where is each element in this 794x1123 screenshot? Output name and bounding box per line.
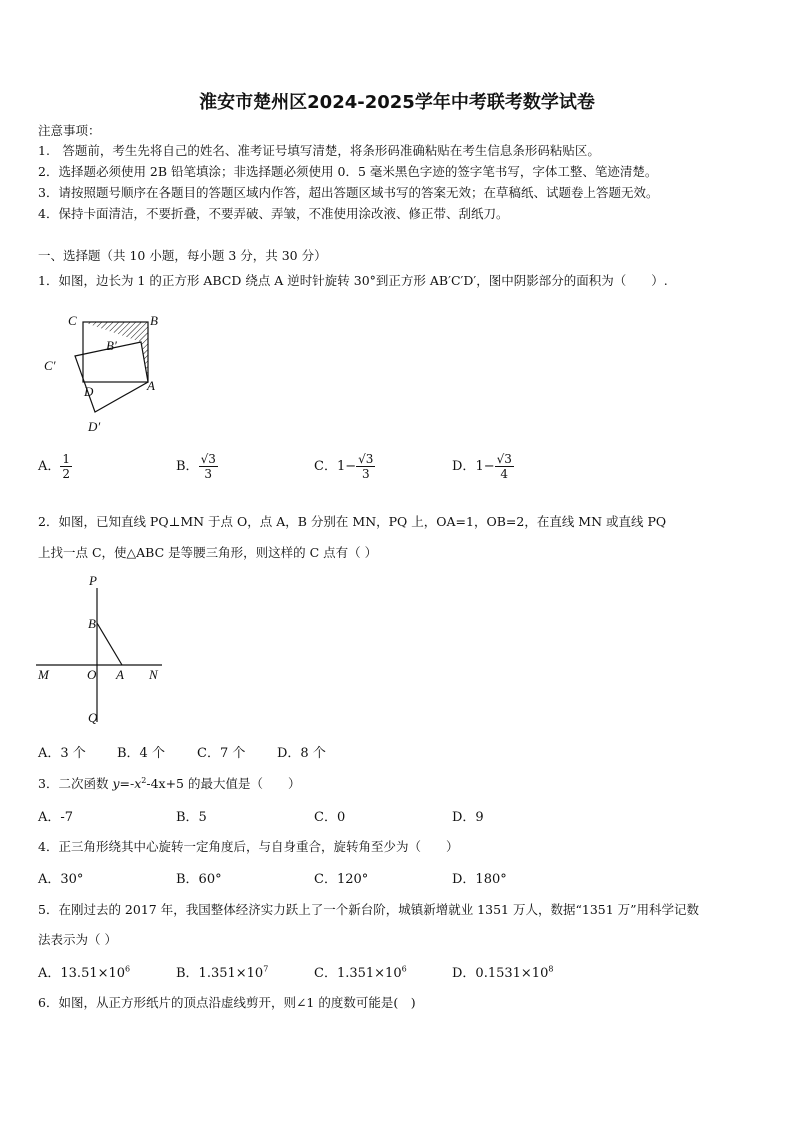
label-D: D [84, 384, 94, 399]
segment-ab [97, 623, 122, 665]
label-Q: Q [88, 710, 98, 725]
q3-option-b[interactable]: B．5 [176, 810, 207, 825]
fraction: $\frac{1}{2}$ [62, 452, 71, 481]
q2-option-b[interactable]: B．4 个 [117, 746, 165, 761]
q4-option-c[interactable]: C．120° [314, 872, 369, 887]
label-B: B [88, 616, 96, 631]
q1-option-b[interactable] [176, 452, 218, 481]
q1-option-d[interactable]: D．1− $\frac{√3}{4}$ [452, 452, 512, 481]
label-P: P [89, 573, 97, 588]
option-label: C． [314, 459, 337, 474]
section-heading: 一、选择题（共 10 小题，每小题 3 分，共 30 分） [38, 248, 327, 263]
question-5-line-1: 5．在刚过去的 2017 年，我国整体经济实力跃上了一个新台阶，城镇新增就业 1351 万人，数据“1351 万”用科学记数 [38, 902, 700, 917]
label-C: C [68, 313, 77, 328]
label-C-prime: C′ [44, 358, 56, 373]
question-5-line-2: 法表示为（ ） [38, 932, 117, 947]
option-label: D． [452, 459, 476, 474]
q5-option-d[interactable]: D．$0.1531\times 10^8$ [452, 964, 554, 981]
q2-option-d[interactable]: D．8 个 [277, 746, 326, 761]
question-4-text: 4．正三角形绕其中心旋转一定角度后，与自身重合，旋转角至少为（ ） [38, 839, 459, 854]
question-6-text: 6．如图，从正方形纸片的顶点沿虚线剪开，则∠1 的度数可能是( ) [38, 995, 416, 1010]
fraction: $\frac{√3}{4}$ [496, 452, 512, 481]
q4-option-b[interactable]: B．60° [176, 872, 222, 887]
label-O: O [87, 667, 97, 682]
q4-option-a[interactable]: A．30° [38, 872, 84, 887]
notice-item-2: 2．选择题必须使用 2B 铅笔填涂；非选择题必须使用 0．5 毫米黑色字迹的签字笔书写，字体工整、笔迹清楚。 [38, 164, 658, 179]
label-B: B [150, 313, 158, 328]
question-3-text: 3．二次函数 $y=-x^2-4x+5$ 的最大值是（ ） [38, 775, 301, 791]
q2-option-a[interactable]: A．3 个 [38, 746, 86, 761]
label-A: A [116, 667, 124, 682]
option-label: B． [176, 459, 199, 474]
notice-item-4: 4．保持卡面清洁，不要折叠，不要弄破、弄皱，不准使用涂改液、修正带、刮纸刀。 [38, 206, 509, 221]
q5-option-a[interactable]: A．$13.51\times 10^6$ [38, 964, 131, 981]
label-B-prime: B′ [106, 338, 117, 353]
q4-option-d[interactable]: D．180° [452, 872, 507, 887]
q5-option-c[interactable]: C．$1.351\times 10^6$ [314, 964, 407, 981]
notice-heading: 注意事项： [38, 123, 101, 138]
notice-item-3: 3．请按照题号顺序在各题目的答题区域内作答，超出答题区域书写的答案无效；在草稿纸、试题卷上答题无效。 [38, 185, 659, 200]
q1-option-a[interactable] [38, 452, 72, 481]
q3-option-c[interactable]: C．0 [314, 810, 346, 825]
fraction: $\frac{√3}{3}$ [200, 452, 216, 481]
notice-item-1: 1. 答题前，考生先将自己的姓名、准考证号填写清楚，将条形码准确粘贴在考生信息条形码粘贴区。 [38, 143, 600, 158]
q5-option-b[interactable]: B．$1.351\times 10^7$ [176, 964, 269, 981]
page-title: 淮安市楚州区2024-2025学年中考联考数学试卷 [199, 92, 595, 113]
q1-figure [40, 310, 170, 440]
fraction: $\frac{√3}{3}$ [358, 452, 374, 481]
question-2-line-1: 2．如图，已知直线 PQ⊥MN 于点 O，点 A，B 分别在 MN，PQ 上，OA=1，OB=2，在直线 MN 或直线 PQ [38, 514, 667, 529]
label-M: M [38, 667, 49, 682]
q3-option-d[interactable]: D．9 [452, 810, 484, 825]
label-A: A [147, 378, 155, 393]
label-N: N [149, 667, 158, 682]
q2-option-c[interactable]: C．7 个 [197, 746, 246, 761]
q3-option-a[interactable]: A．-7 [38, 810, 74, 825]
label-D-prime: D′ [88, 419, 101, 434]
question-2-line-2: 上找一点 C，使△ABC 是等腰三角形，则这样的 C 点有（ ） [38, 545, 378, 560]
q1-option-c[interactable]: C．1− $\frac{√3}{3}$ [314, 452, 374, 481]
q2-figure [36, 572, 166, 732]
question-1-text: 1．如图，边长为 1 的正方形 ABCD 绕点 A 逆时针旋转 30°到正方形 AB′C′D′，图中阴影部分的面积为（ ）. [38, 273, 668, 288]
option-label: A． [38, 459, 61, 474]
